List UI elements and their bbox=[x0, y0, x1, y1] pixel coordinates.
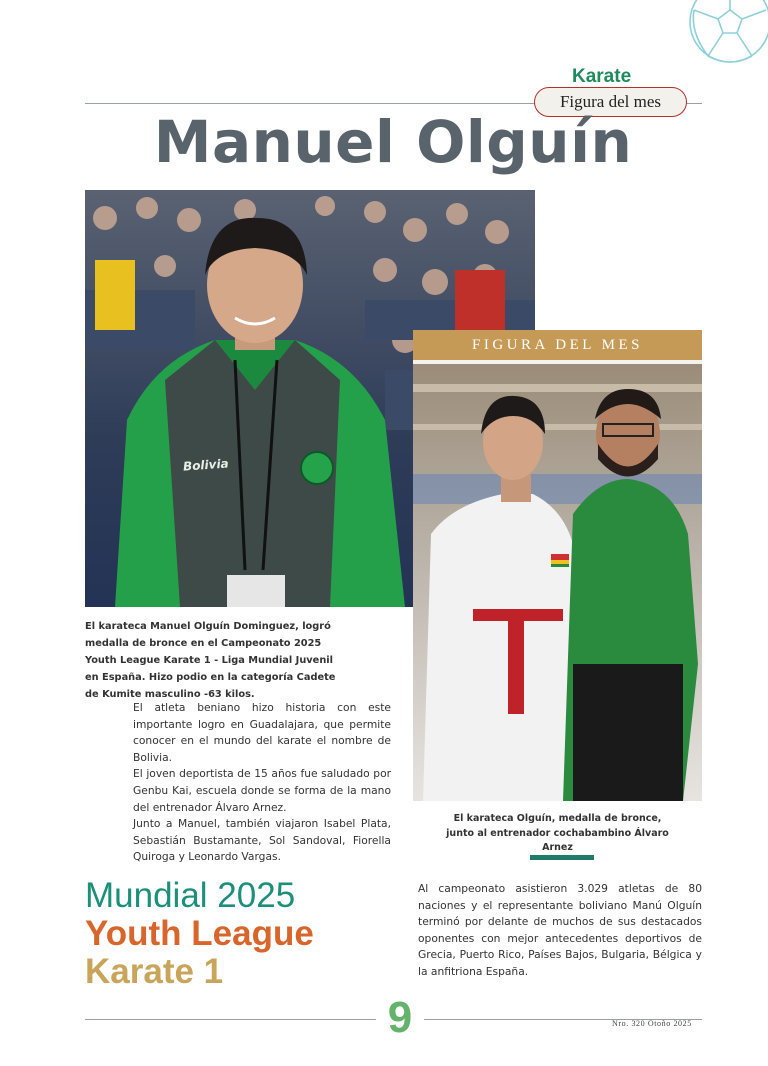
article-body-2: Al campeonato asistieron 3.029 atletas de 80 naciones y el representante boliviano Manú Olguín terminó por delante de muchos de sus destacados oponentes con mejor antecedentes deportivos de Grecia, Puerto Rico, Países Bajos, Bulgaria, Bélgica y la anfitriona España. bbox=[418, 882, 702, 978]
section-title: Karate bbox=[572, 66, 632, 87]
section-tag: Figura del mes bbox=[534, 87, 687, 117]
issue-info: Nro. 320 Otoño 2025 bbox=[612, 1019, 692, 1028]
headline-line-1: Mundial 2025 bbox=[85, 876, 296, 915]
caption-accent-bar bbox=[530, 855, 594, 860]
handball-icon bbox=[686, 0, 768, 68]
body-paragraph: El atleta beniano hizo historia con este importante logro en Guadalajara, que permite conocer en el mundo del karate el nombre de Bolivia. bbox=[133, 701, 391, 764]
figura-panel bbox=[413, 330, 702, 801]
jacket-logo-text: Bolivia bbox=[182, 456, 230, 474]
coach-athlete-photo bbox=[413, 364, 702, 801]
body-paragraph: El joven deportista de 15 años fue saludado por Genbu Kai, escuela donde se forma de la mano del entrenador Álvaro Arnez. bbox=[133, 767, 391, 814]
photo2-caption: El karateca Olguín, medalla de bronce, junto al entrenador cochabambino Álvaro Arnez bbox=[446, 813, 669, 854]
headline-line-3: Karate 1 bbox=[85, 952, 224, 991]
panel-label: FIGURA DEL MES bbox=[413, 330, 702, 360]
page-number: 9 bbox=[376, 992, 424, 1044]
article-body bbox=[133, 700, 391, 866]
body-paragraph: Junto a Manuel, también viajaron Isabel Plata, Sebastián Bustamante, Sol Sandoval, Fiorella Quiroga y Leonardo Vargas. bbox=[133, 817, 391, 864]
headline-line-2: Youth League bbox=[85, 914, 314, 953]
photo-caption: El karateca Manuel Olguín Dominguez, logró medalla de bronce en el Campeonato 2025 Youth League Karate 1 - Liga Mundial Juvenil en España. Hizo podio en la categoría Cadete de Kumite masculino -63 kilos. bbox=[85, 621, 336, 700]
article-title: Manuel Olguín bbox=[153, 108, 633, 176]
event-headline bbox=[85, 877, 314, 991]
